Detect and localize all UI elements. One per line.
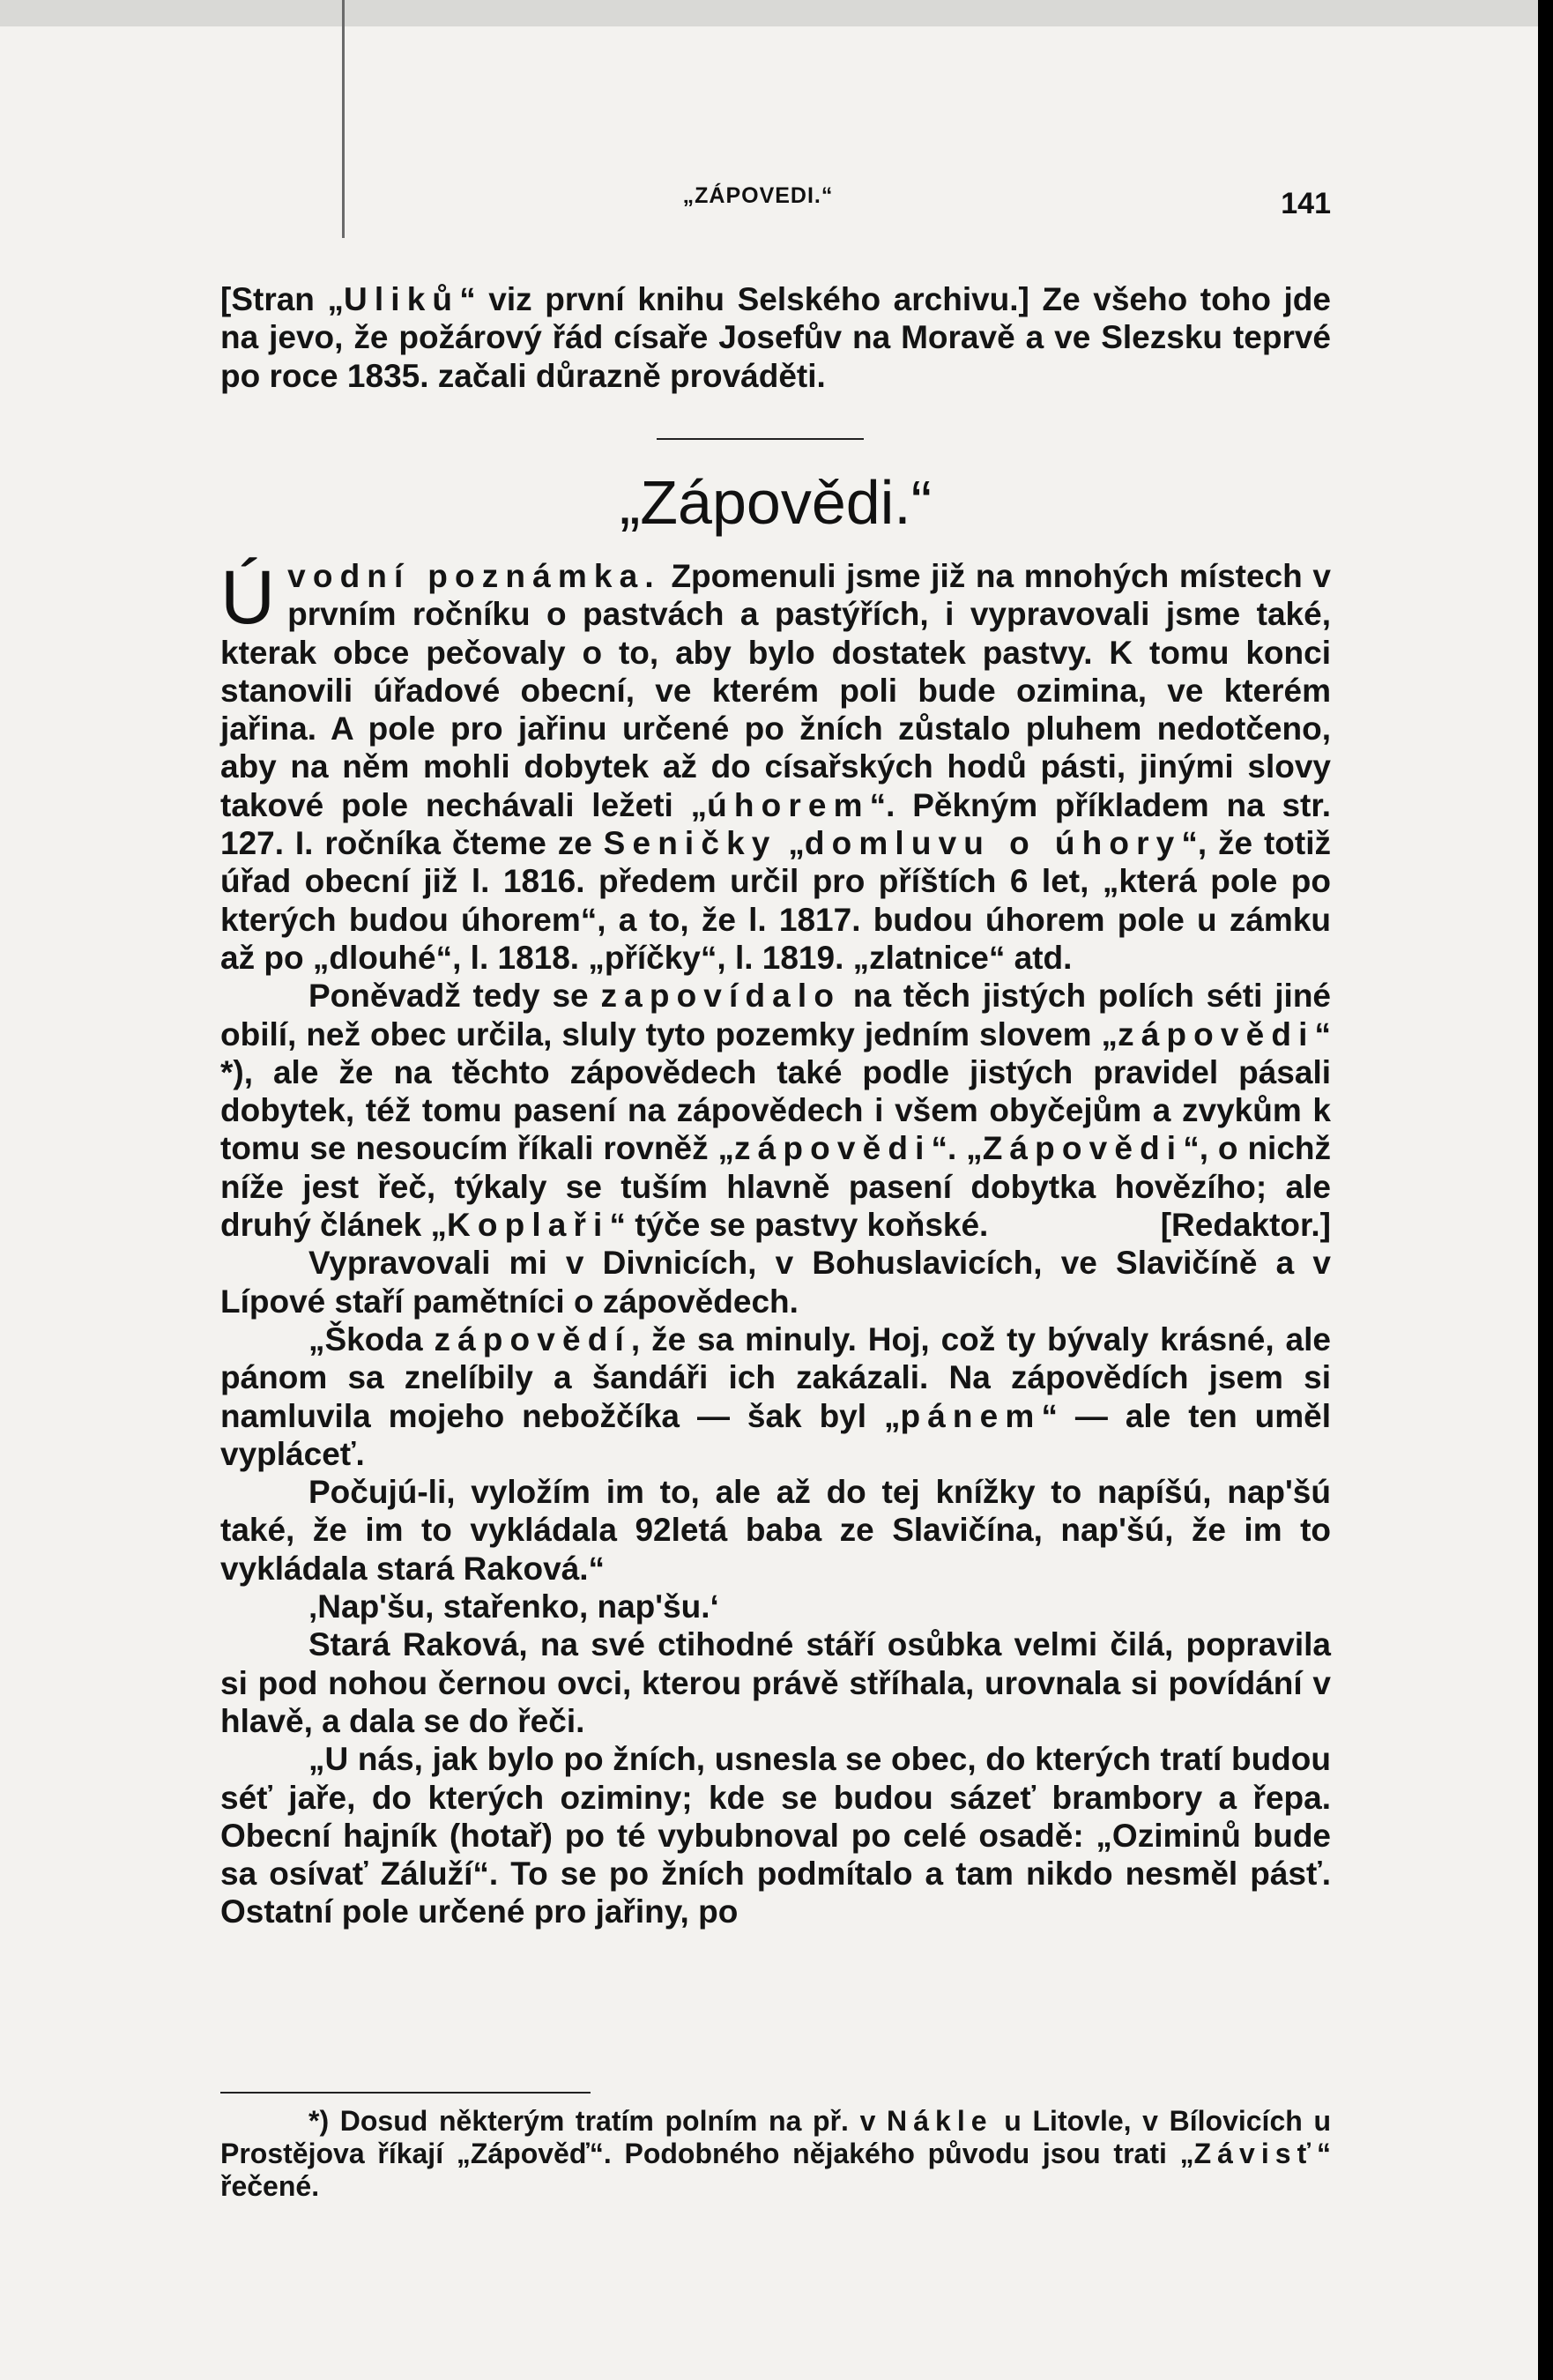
page-fold-line — [342, 0, 345, 238]
paragraph: ‚Nap'šu, stařenko, nap'šu.‘ — [308, 1588, 719, 1625]
body-text — [220, 557, 1331, 1931]
scan-edge — [0, 0, 1538, 26]
paragraph-intro-note: Úvodní poznámka. Zpomenuli jsme již na mnohých místech v prvním ročníku o pastvách a pastýřích, i vypravovali jsme také, kterak obce pečovaly o to, aby bylo dostatek pastvy. K tomu konci stanovili úřadové obecní, ve kterém poli bude ozimina, ve kterém jařina. A pole pro jařinu určené po žních zůstalo pluhem nedotčeno, aby na něm mohli dobytek až do císařských hodů pásti, jinými slovy takové pole nechávali ležeti „úhorem“. Pěkným příkladem na str. 127. I. ročníka čteme ze Seničky „domluvu o úhory“, že totiž úřad obecní již l. 1816. předem určil pro příštích 6 let, „která pole po kterých budou úhorem“, a to, že l. 1817. budou úhorem pole u zámku až po „dlouhé“, l. 1818. „příčky“, l. 1819. „zlatnice“ atd. — [220, 555, 1331, 976]
drop-cap: Ú — [220, 555, 276, 640]
paragraph: Stará Raková, na své ctihodné stáří osůbka velmi čilá, popravila si pod nohou černou ovci, kterou právě stříhala, urovnala si povídání v hlavě, a dala se do řeči. — [220, 1626, 1331, 1739]
footnote-mark: *) — [308, 2105, 330, 2137]
footnote-rule — [220, 2092, 591, 2094]
spaced-text: Uliků — [344, 281, 460, 317]
footnote: *) Dosud některým tratím polním na př. v Nákle u Litovle, v Bílovicích u Prostějova říkají „Zápověď“. Podobného nějakého původu jsou trati „Závisť“ řečené. — [220, 2105, 1332, 2202]
paragraph: „U nás, jak bylo po žních, usnesla se obec, do kterých tratí budou séť jaře, do kterých oziminy; kde se budou sázeť brambory a řepa. Obecní hajník (hotař) po té vybubnoval po celé osadě: „Oziminů bude sa osívať Záluží“. To se po žních podmítalo a tam nikdo nesměl pásť. Ostatní pole určené pro jařiny, po — [220, 1741, 1331, 1930]
paragraph: Poněvadž tedy se zapovídalo na těch jistých polích séti jiné obilí, než obec určila, sluly tyto pozemky jedním slovem „zápovědi“ *), ale že na těchto zápovědech také podle jistých pravidel pásali dobytek, též tomu pasení na zápovědech i všem obyčejům a zvykům k tomu se nesoucím říkali rovněž „zápovědi“. „Zápovědi“, o nichž níže jest řeč, týkaly se tuším hlavně pasení dobytka hovězího; ale druhý článek „Koplaři“ týče se pastvy koňské. [Redaktor.] — [220, 978, 1332, 1244]
paragraph: „Škoda zápovědí, že sa minuly. Hoj, což ty bývaly krásné, ale pánom sa znelíbily a šandáři ich zakázali. Na zápovědích jsem si namluvila mojeho nebožčíka — šak byl „pánem“ — ale ten uměl vypláceť. — [220, 1320, 1331, 1472]
editor-signature: [Redaktor.] — [1160, 1207, 1331, 1244]
section-divider — [657, 438, 864, 440]
page-number: 141 — [1281, 187, 1331, 220]
paragraph: Vypravovali mi v Divnicích, v Bohuslavicích, ve Slavičíně a v Lípové staří pamětníci o zápovědech. — [220, 1245, 1331, 1320]
paragraph: Počujú-li, vyložím im to, ale až do tej knížky to napíšú, nap'šú také, že im to vykládala 92letá baba ze Slavičína, nap'šú, že im to vykládala stará Raková.“ — [220, 1474, 1331, 1587]
running-head: „ZÁPOVEDI.“ — [682, 183, 834, 208]
section-title: „Zápovědi.“ — [619, 468, 933, 537]
intro-paragraph: [Stran „Uliků“ viz první knihu Selského archivu.] Ze všeho toho jde na jevo, že požárový řád císaře Josefův na Moravě a ve Slezsku teprvé po roce 1835. začali důrazně prováděti. — [220, 281, 1331, 394]
